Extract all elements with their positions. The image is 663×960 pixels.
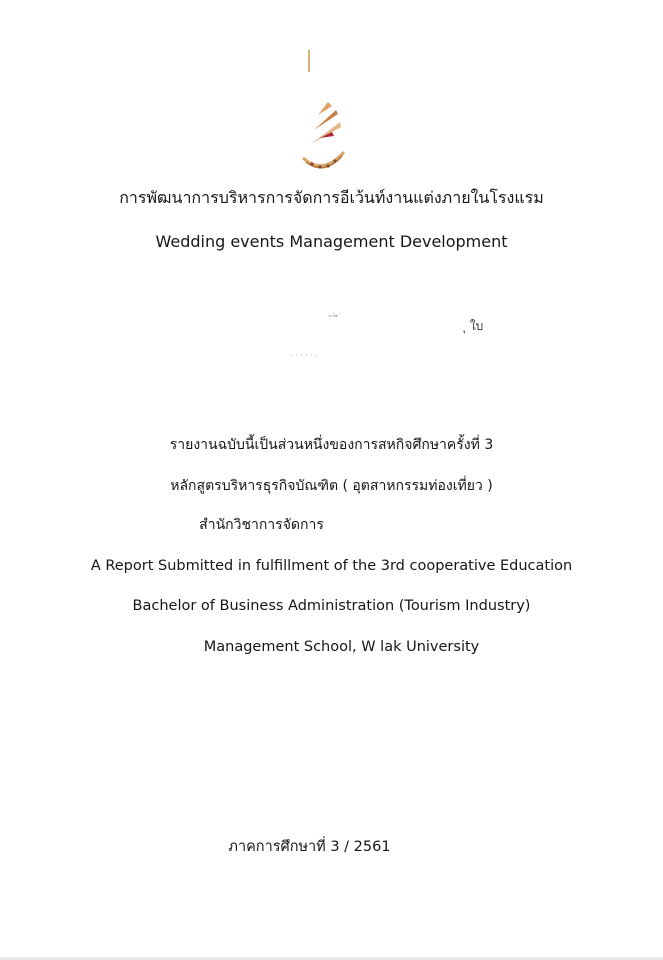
thai-statement-line-3: สำนักวิชาการจัดการ — [199, 517, 324, 533]
scan-artifact: ั ่ ี ่ — [332, 315, 342, 325]
university-emblem-icon — [268, 40, 358, 180]
author-name-fragment: ุ ใบ — [466, 319, 484, 333]
thai-statement-line-1: รายงานฉบับนี้เป็นส่วนหนึ่งของการสหกิจศึกษาครั้งที่ 3 — [169, 437, 494, 453]
english-statement-line-3: Management School, W lak University — [203, 639, 480, 655]
scan-artifact: · · · · · · — [290, 351, 318, 360]
english-statement-line-2: Bachelor of Business Administration (Tourism Industry) — [132, 598, 531, 614]
thai-statement-line-2: หลักสูตรบริหารธุรกิจบัณฑิต ( อุตสาหกรรมท่องเที่ยว ) — [170, 478, 493, 494]
english-report-title: Wedding events Management Development — [155, 232, 508, 251]
semester-label: ภาคการศึกษาที่ 3 / 2561 — [228, 839, 391, 855]
thai-report-title: การพัฒนาการบริหารการจัดการอีเว้นท์งานแต่งภายในโรงแรม — [119, 188, 544, 207]
english-statement-line-1: A Report Submitted in fulfillment of the 3rd cooperative Education — [90, 558, 573, 574]
